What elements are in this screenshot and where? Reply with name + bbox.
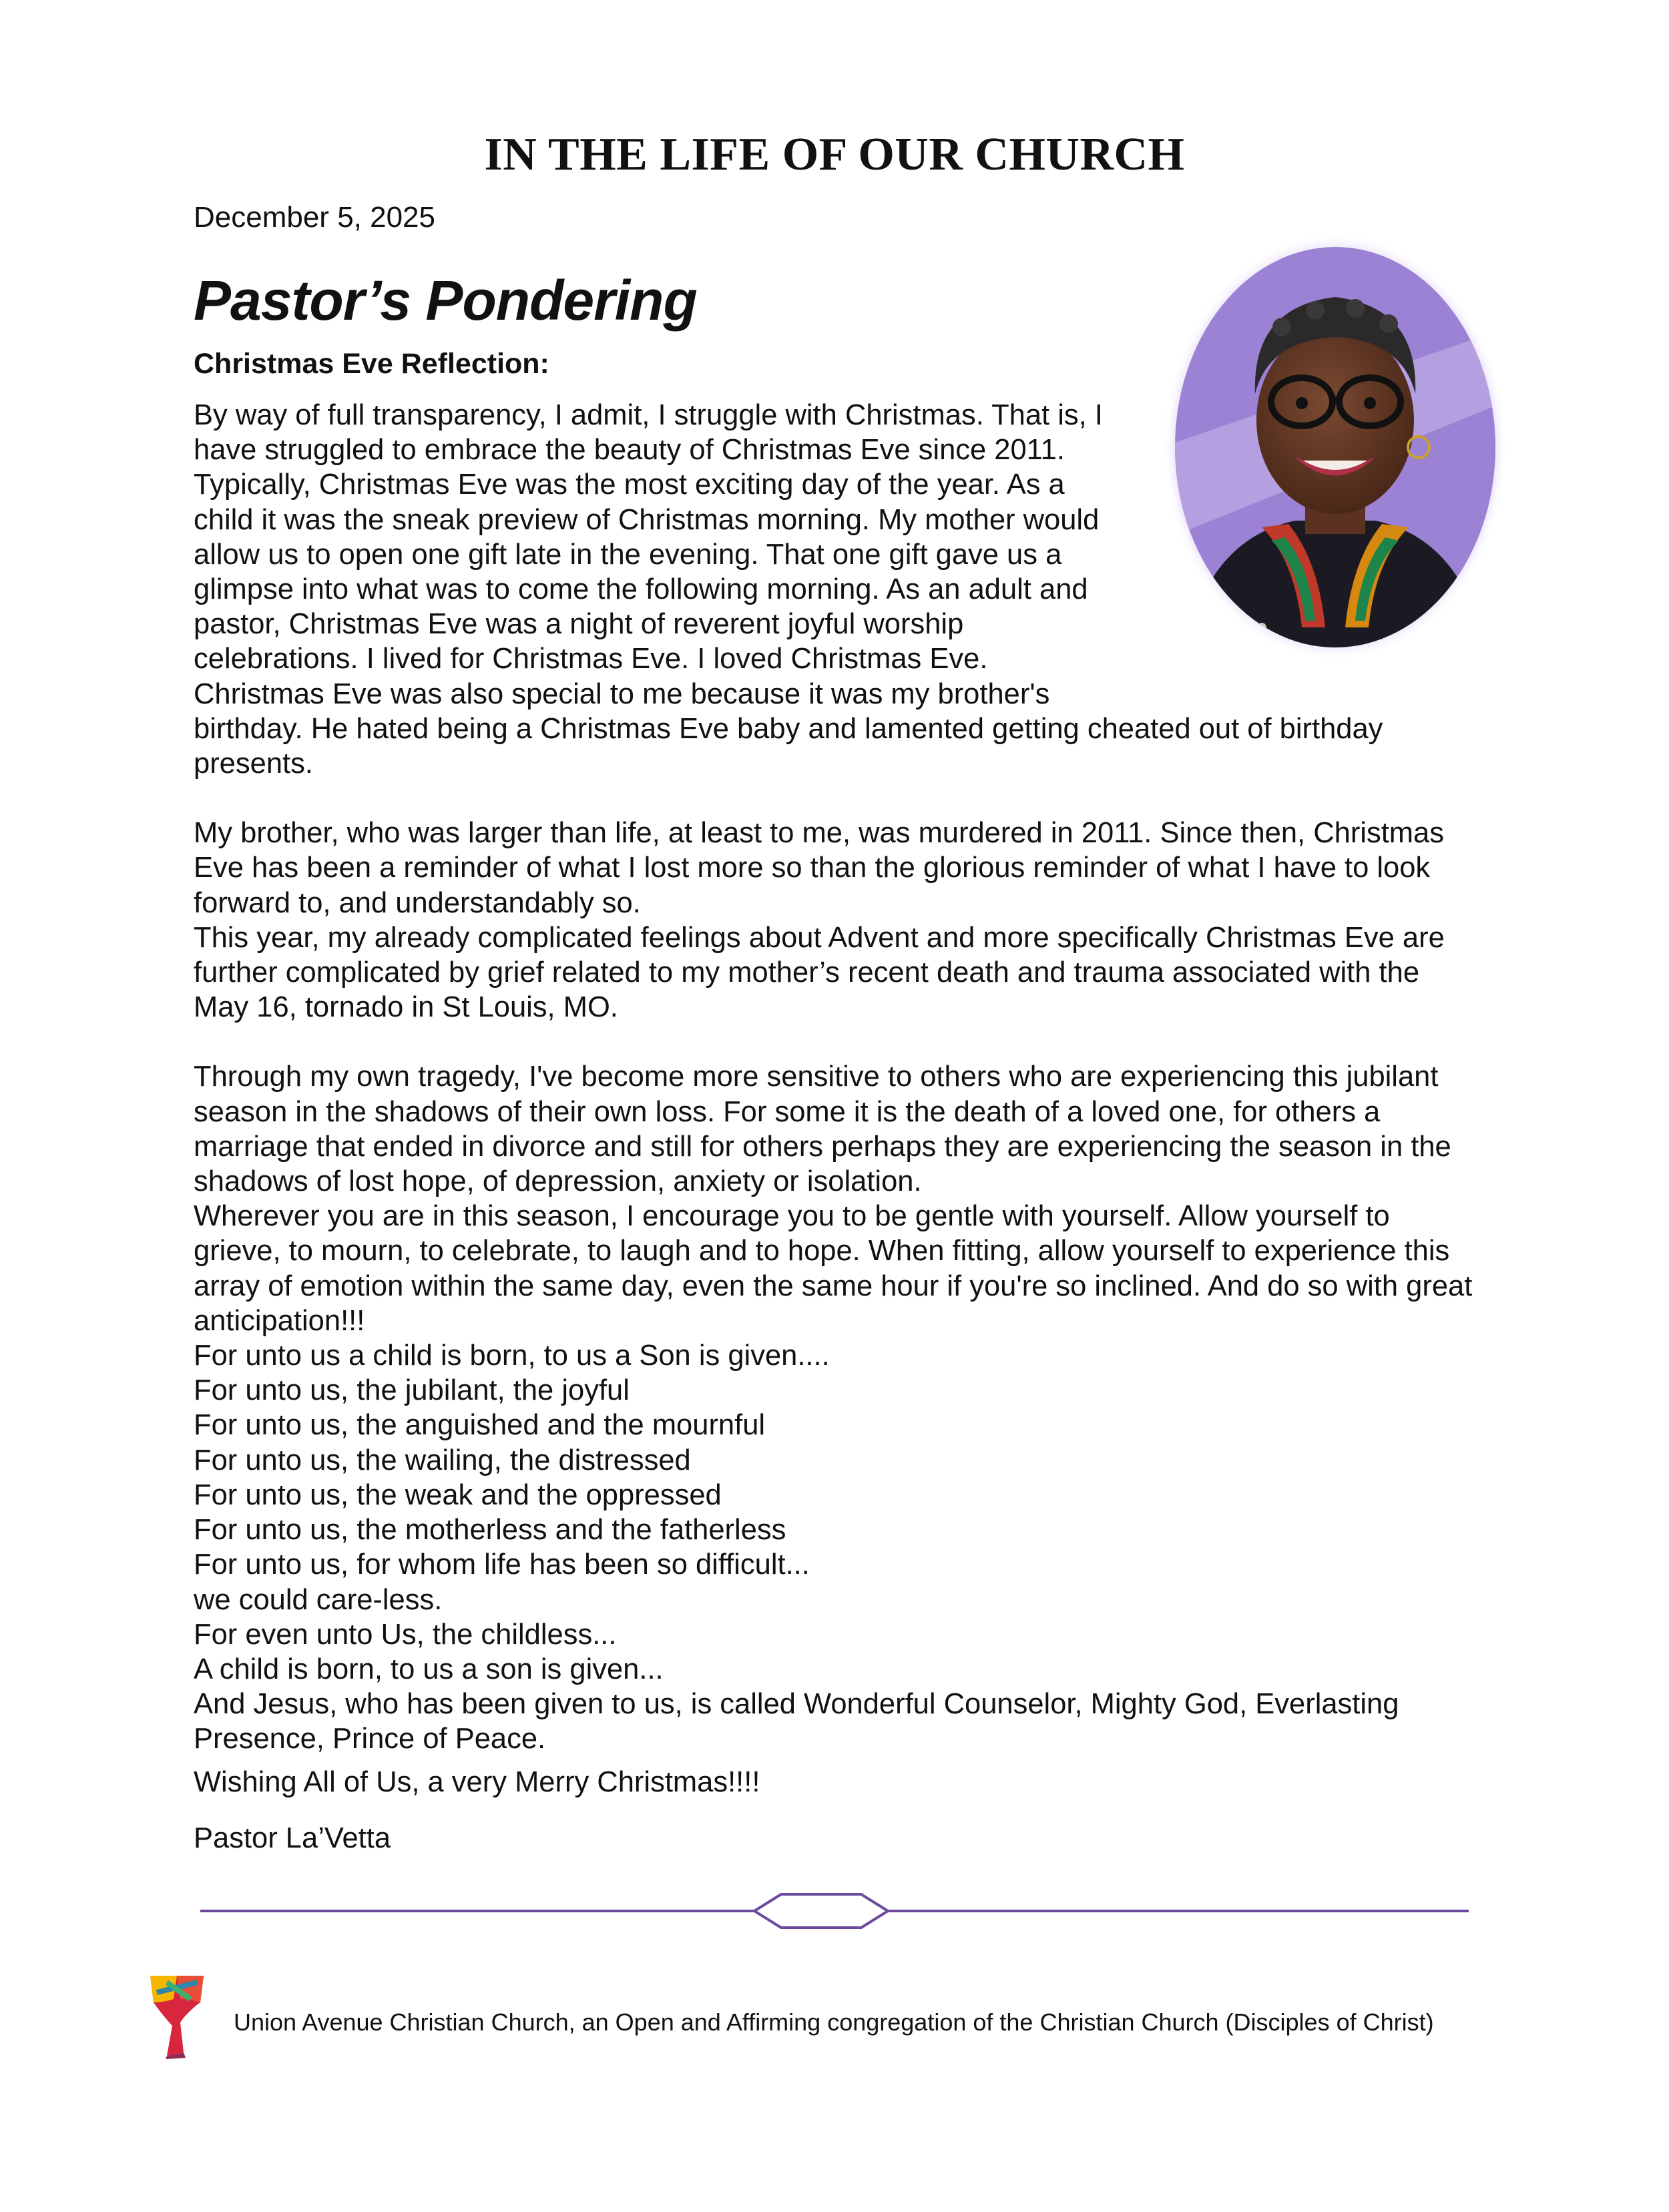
text-line: glimpse into what was to come the following morning. As an adult and [194, 573, 1088, 606]
text-line: Typically, Christmas Eve was the most exciting day of the year. As a [194, 469, 1065, 501]
text-line: This year, my already complicated feelings about Advent and more specifically Christmas Eve are [194, 921, 1445, 954]
text-line: Wherever you are in this season, I encourage you to be gentle with yourself. Allow yourself to [194, 1200, 1390, 1233]
text-line: forward to, and understandably so. [194, 886, 641, 919]
text-line: allow us to open one gift late in the evening. That one gift gave us a [194, 538, 1062, 571]
paragraph-2 [194, 816, 1542, 1025]
article-title: Pastor’s Pondering [194, 269, 697, 332]
article-subheading: Christmas Eve Reflection: [194, 348, 549, 380]
text-line: Christmas Eve was also special to me because it was my brother's [194, 677, 1050, 710]
text-line: For even unto Us, the childless... [194, 1618, 617, 1651]
section-divider [200, 1888, 1469, 1934]
text-line: May 16, tornado in St Louis, MO. [194, 991, 618, 1024]
text-line: shadows of lost hope, of depression, anxiety or isolation. [194, 1165, 922, 1198]
text-line: For unto us, the wailing, the distressed [194, 1444, 691, 1476]
text-line: grieve, to mourn, to celebrate, to laugh and to hope. When fitting, allow yourself to experience this [194, 1235, 1450, 1268]
text-line: array of emotion within the same day, even the same hour if you're so inclined. And do so with great [194, 1270, 1473, 1302]
text-line: Eve has been a reminder of what I lost more so than the glorious reminder of what I have to look [194, 852, 1431, 884]
text-line: My brother, who was larger than life, at least to me, was murdered in 2011. Since then, Christmas [194, 817, 1444, 850]
signature-name: Pastor La’Vetta [194, 1822, 391, 1854]
text-line: And Jesus, who has been given to us, is called Wonderful Counselor, Mighty God, Everlasting [194, 1688, 1399, 1721]
text-line: season in the shadows of their own loss. For some it is the death of a loved one, for others a [194, 1095, 1381, 1128]
text-line: For unto us, the motherless and the fatherless [194, 1514, 786, 1547]
text-line: A child is born, to us a son is given... [194, 1653, 664, 1685]
text-line: have struggled to embrace the beauty of Christmas Eve since 2011. [194, 434, 1065, 467]
text-line: For unto us, the weak and the oppressed [194, 1478, 722, 1511]
text-line: For unto us, for whom life has been so difficult... [194, 1549, 810, 1581]
issue-date: December 5, 2025 [194, 201, 435, 234]
text-line: For unto us, the jubilant, the joyful [194, 1374, 630, 1407]
disciples-chalice-logo [147, 1972, 207, 2059]
paragraph-3 [194, 1059, 1542, 1756]
footer-text: Union Avenue Christian Church, an Open and Affirming congregation of the Christian Church (Disciples of Christ) [234, 2008, 1434, 2036]
text-line: birthday. He hated being a Christmas Eve baby and lamented getting cheated out of birthday [194, 712, 1383, 745]
text-line: Through my own tragedy, I've become more sensitive to others who are experiencing this jubilant [194, 1061, 1439, 1093]
text-line: For unto us, the anguished and the mournful [194, 1409, 766, 1442]
text-line: pastor, Christmas Eve was a night of reverent joyful worship [194, 608, 964, 641]
text-line: child it was the sneak preview of Christmas morning. My mother would [194, 503, 1100, 536]
text-line: marriage that ended in divorce and still for others perhaps they are experiencing the season in the [194, 1130, 1451, 1163]
text-line: presents. [194, 748, 313, 780]
article-body [194, 398, 1542, 1856]
text-line: celebrations. I lived for Christmas Eve. I loved Christmas Eve. [194, 643, 988, 675]
signature [194, 1821, 1542, 1856]
closing-line [194, 1765, 1542, 1800]
text-line: Presence, Prince of Peace. [194, 1723, 546, 1755]
paragraph-1 [194, 398, 1542, 781]
text-line: we could care-less. [194, 1583, 443, 1616]
text-line: anticipation!!! [194, 1304, 365, 1337]
text-line: Wishing All of Us, a very Merry Christmas!!!! [194, 1765, 760, 1798]
text-line: further complicated by grief related to my mother’s recent death and trauma associated with the [194, 956, 1420, 989]
text-line: By way of full transparency, I admit, I struggle with Christmas. That is, I [194, 399, 1103, 431]
text-line: For unto us a child is born, to us a Son is given.... [194, 1340, 830, 1372]
masthead-title: IN THE LIFE OF OUR CHURCH [484, 128, 1185, 180]
